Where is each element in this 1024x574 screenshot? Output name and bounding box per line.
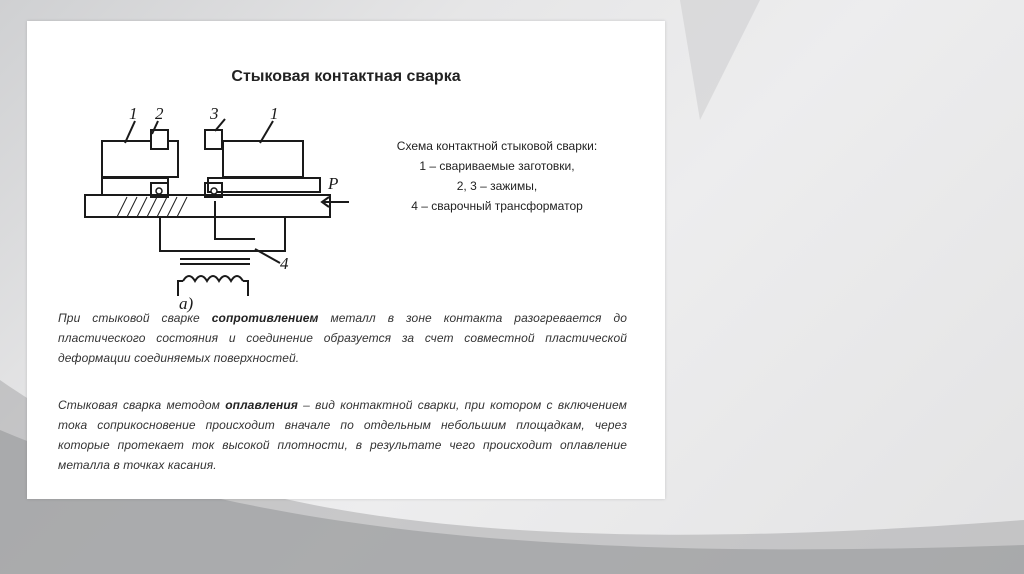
caption-line-1: Схема контактной стыковой сварки: [396, 139, 598, 153]
caption-line-4: 4 – сварочный трансформатор [411, 199, 583, 213]
label-workpiece-right: 1 [270, 104, 279, 123]
label-clamp-3: 3 [210, 104, 219, 123]
paragraph2-text-after: – вид контактной сварки, при котором с включением тока соприкосновение происходит вначале по отдельным небольшим площадкам, через которые протекает ток высокой плотности, в результате чего происходит оплавление металла в точках касания. [58, 398, 627, 472]
paragraph-resistance-welding [58, 308, 627, 368]
welding-schematic [75, 91, 355, 313]
paragraph2-bold-term: оплавления [225, 398, 298, 412]
label-force-p: P [328, 174, 339, 193]
caption-line-2: 1 – свариваемые заготовки, [419, 159, 575, 173]
label-transformer-4: 4 [280, 254, 289, 273]
slide-title: Стыковая контактная сварка [231, 68, 461, 85]
label-clamp-2: 2 [155, 104, 164, 123]
slide-card [27, 21, 665, 499]
schematic-caption [337, 136, 657, 216]
paragraph2-text-before: Стыковая сварка методом [58, 398, 226, 412]
paragraph1-text-after: металл в зоне контакта разогревается до пластического состояния и соединение образуется за счет совместной пластической деформации соединяемых поверхностей. [58, 311, 627, 365]
label-workpiece-left: 1 [129, 104, 138, 123]
label-subfigure-a: а) [179, 294, 194, 313]
paragraph-flash-welding [58, 395, 627, 475]
caption-line-3: 2, 3 – зажимы, [456, 179, 538, 193]
paragraph1-bold-term: сопротивлением [211, 311, 319, 325]
paragraph1-text-before: При стыковой сварке [58, 311, 212, 325]
